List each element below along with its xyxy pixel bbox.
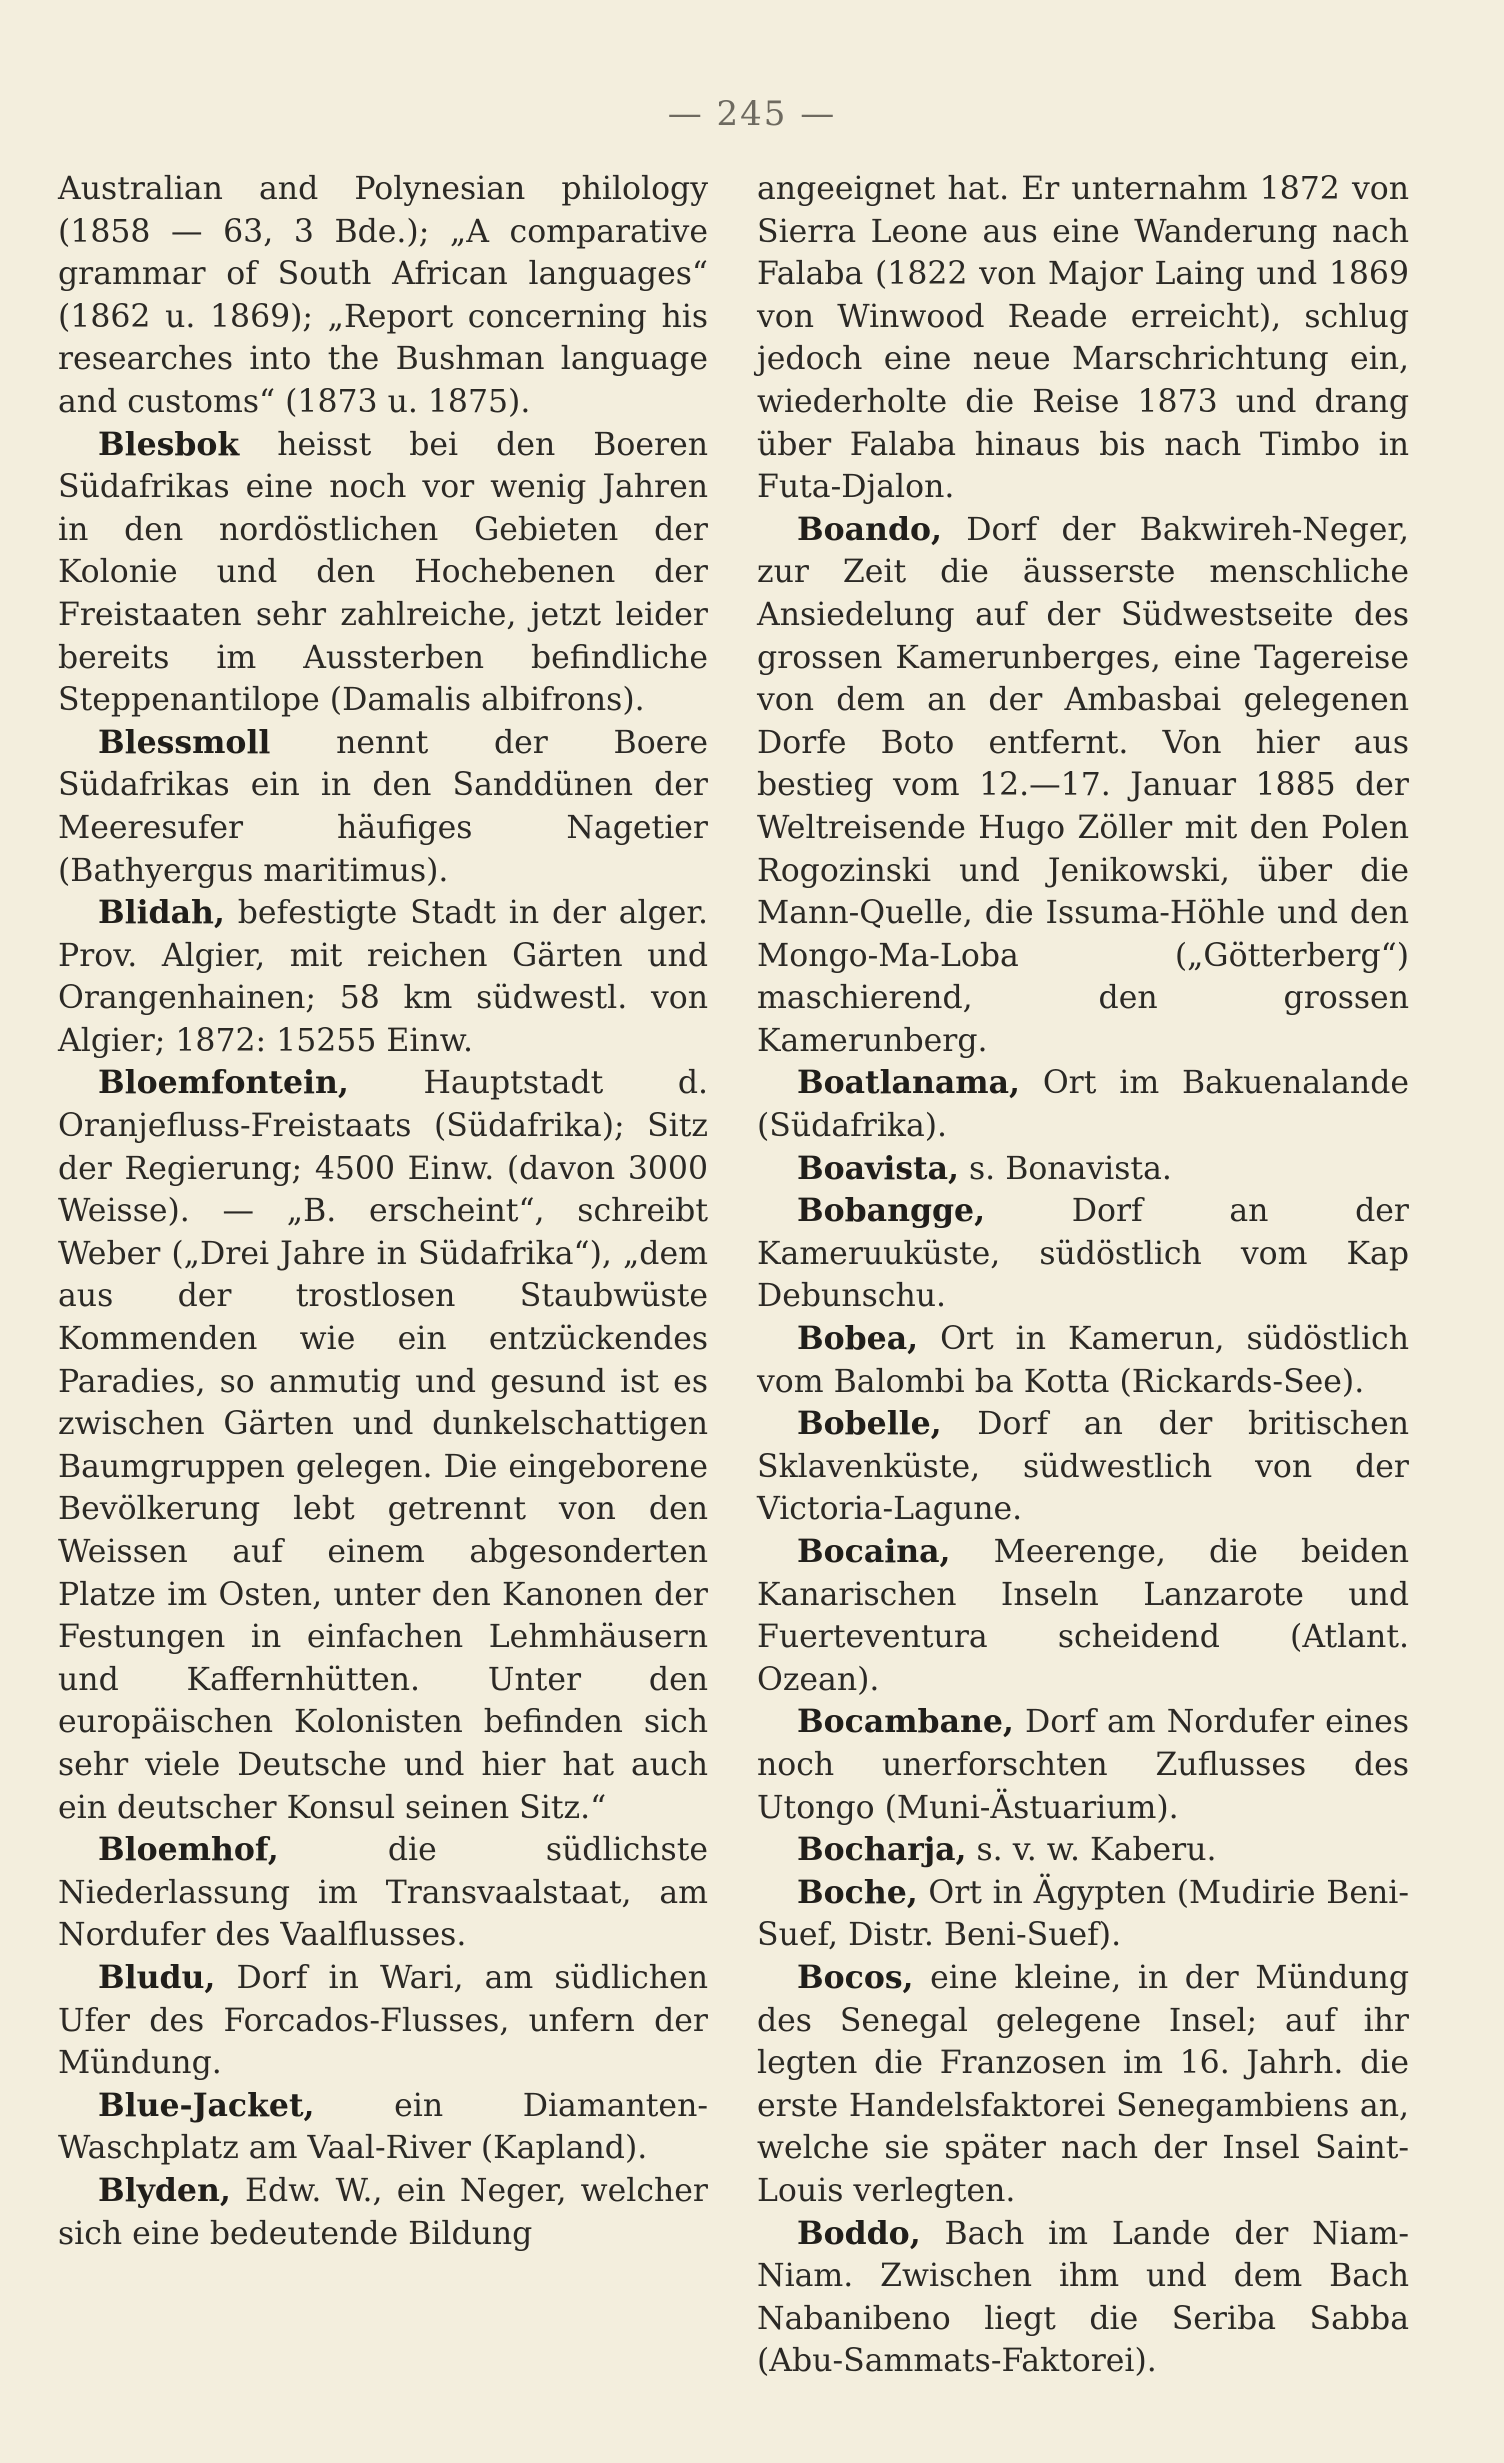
dictionary-entry — [757, 1957, 1409, 2213]
dictionary-entry — [58, 1957, 708, 2085]
entry-headword: Bobea, — [797, 1320, 919, 1358]
entry-text: ein Diamanten-Waschplatz am Vaal-River (Kapland). — [58, 2087, 708, 2167]
entry-headword: Blue-Jacket, — [98, 2086, 315, 2124]
entry-headword: Blidah, — [98, 894, 225, 932]
entry-headword: Bobangge, — [797, 1192, 986, 1230]
entry-text: heisst bei den Boeren Südafrikas eine noch vor wenig Jahren in den nordöstlichen Gebieten der Kolonie und den Hochebenen der Freistaaten sehr zahlreiche, jetzt leider bereits im Aussterben befindliche Steppenantilope (Damalis albifrons). — [58, 426, 708, 719]
dictionary-entry — [58, 1062, 708, 1829]
entry-headword: Blesbok — [98, 425, 240, 463]
dictionary-entry — [757, 1701, 1409, 1829]
entry-text: Ort in Ägypten (Mudirie Beni-Suef, Distr. Beni-Suef). — [757, 1874, 1409, 1954]
entry-text: Dorf in Wari, am südlichen Ufer des Forcados-Flusses, unfern der Mündung. — [58, 1959, 708, 2082]
entry-headword: Blessmoll — [98, 723, 271, 761]
entry-text: angeeignet hat. Er unternahm 1872 von Sierra Leone aus eine Wanderung nach Falaba (1822 von Major Laing und 1869 von Winwood Reade erreicht), schlug jedoch eine neue Marschrichtung ein, wiederholte die Reise 1873 und drang über Falaba hinaus bis nach Timbo in Futa-Djalon. — [757, 171, 1409, 506]
entry-text: die südlichste Niederlassung im Transvaalstaat, am Nordufer des Vaalflusses. — [58, 1832, 708, 1954]
dictionary-entry — [757, 2213, 1409, 2383]
entry-text: befestigte Stadt in der alger. Prov. Algier, mit reichen Gärten und Orangenhainen; 58 km südwestl. von Algier; 1872: 15255 Einw. — [58, 895, 709, 1059]
page-number: — 245 — — [667, 94, 837, 134]
entry-headword: Bludu, — [98, 1958, 216, 1996]
entry-headword: Boando, — [797, 510, 942, 548]
entry-headword: Bloemfontein, — [98, 1064, 349, 1102]
dictionary-entry — [58, 2170, 708, 2255]
entry-headword: Bocaina, — [797, 1533, 951, 1570]
entry-text: Australian and Polynesian philology (1858 — 63, 3 Bde.); „A comparative grammar of South African languages“ (1862 u. 1869); „Report concerning his researches into the Bushman language and customs“ (1873 u. 1875). — [58, 171, 708, 420]
entry-text: s. Bonavista. — [969, 1150, 1172, 1187]
dictionary-entry — [58, 1829, 708, 1957]
dictionary-entry — [757, 1872, 1409, 1957]
entry-text: Bach im Lande der Niam-Niam. Zwischen ihm und dem Bach Nabanibeno liegt die Seriba Sabba (Abu-Sammats-Faktorei). — [757, 2215, 1409, 2380]
entry-headword: Bobelle, — [797, 1405, 942, 1443]
entry-text: Dorf an der britischen Sklavenküste, südwestlich von der Victoria-Lagune. — [757, 1406, 1409, 1528]
entry-text: Dorf der Bakwireh-Neger, zur Zeit die äusserste menschliche Ansiedelung auf der Südwestseite des grossen Kamerunberges, eine Tagereise von dem an der Ambasbai gelegenen Dorfe Boto entfernt. Von hier aus bestieg vom 12.—17. Januar 1885 der Weltreisende Hugo Zöller mit den Polen Rogozinski und Jenikowski, über die Mann-Quelle, die Issuma-Höhle und den Mongo-Ma-Loba („Götterberg“) maschierend, den grossen Kamerunberg. — [757, 511, 1409, 1059]
dictionary-entry — [58, 424, 708, 722]
dictionary-entry — [757, 1062, 1409, 1147]
dictionary-entry — [757, 1148, 1409, 1191]
dictionary-entry — [757, 1829, 1409, 1872]
entry-text: Dorf am Nordufer eines noch unerforschten Zuflusses des Utongo (Muni-Ästuarium). — [757, 1704, 1409, 1826]
entry-text: Ort in Kamerun, südöstlich vom Balombi ba Kotta (Rickards-See). — [757, 1321, 1409, 1400]
dictionary-entry — [58, 168, 708, 424]
entry-headword: Boavista, — [797, 1149, 959, 1187]
dictionary-entry — [757, 1531, 1409, 1701]
dictionary-entry — [757, 1403, 1409, 1531]
dictionary-entry — [757, 509, 1409, 1063]
entry-headword: Boche, — [797, 1873, 918, 1911]
dictionary-entry — [757, 1318, 1409, 1403]
entry-text: Ort im Bakuenalande (Südafrika). — [757, 1065, 1409, 1145]
left-column — [58, 168, 708, 2255]
entry-headword: Bocos, — [797, 1958, 914, 1996]
entry-text: nennt der Boere Südafrikas ein in den Sanddünen der Meeresufer häufiges Nagetier (Bathyergus maritimus). — [58, 724, 708, 889]
entry-text: s. v. w. Kaberu. — [976, 1832, 1217, 1869]
entry-headword: Bocambane, — [797, 1703, 1014, 1741]
entry-text: eine kleine, in der Mündung des Senegal gelegene Insel; auf ihr legten die Franzosen im 16. Jahrh. die erste Handelsfaktorei Senegambiens an, welche sie später nach der Insel Saint-Louis verlegten. — [757, 1959, 1409, 2209]
right-column — [757, 168, 1409, 2383]
dictionary-entry — [58, 722, 708, 892]
entry-headword: Bloemhof, — [98, 1831, 279, 1869]
dictionary-entry — [757, 168, 1409, 509]
entry-headword: Boddo, — [797, 2214, 921, 2252]
entry-text: Dorf an der Kameruuküste, südöstlich vom Kap Debunschu. — [757, 1193, 1409, 1315]
entry-text: Hauptstadt d. Oranjefluss-Freistaats (Südafrika); Sitz der Regierung; 4500 Einw. (davon 3000 Weisse). — „B. erscheint“, schreibt Weber („Drei Jahre in Südafrika“), „dem aus der trostlosen Staubwüste Kommenden wie ein entzückendes Paradies, so anmutig und gesund ist es zwischen Gärten und dunkelschattigen Baumgruppen gelegen. Die eingeborene Bevölkerung lebt getrennt von den Weissen auf einem abgesonderten Platze im Osten, unter den Kanonen der Festungen in einfachen Lehmhäusern und Kaffernhütten. Unter den europäischen Kolonisten befinden sich sehr viele Deutsche und hier hat auch ein deutscher Konsul seinen Sitz.“ — [58, 1065, 708, 1826]
entry-headword: Boatlanama, — [797, 1064, 1020, 1102]
dictionary-entry — [58, 892, 708, 1062]
entry-headword: Blyden, — [98, 2171, 231, 2209]
dictionary-entry — [58, 2085, 708, 2170]
entry-text: Edw. W., ein Neger, welcher sich eine bedeutende Bildung — [58, 2172, 708, 2252]
entry-headword: Bocharja, — [797, 1831, 967, 1869]
dictionary-entry — [757, 1190, 1409, 1318]
entry-text: Meerenge, die beiden Kanarischen Inseln Lanzarote und Fuerteventura scheidend (Atlant. Ozean). — [757, 1534, 1409, 1698]
